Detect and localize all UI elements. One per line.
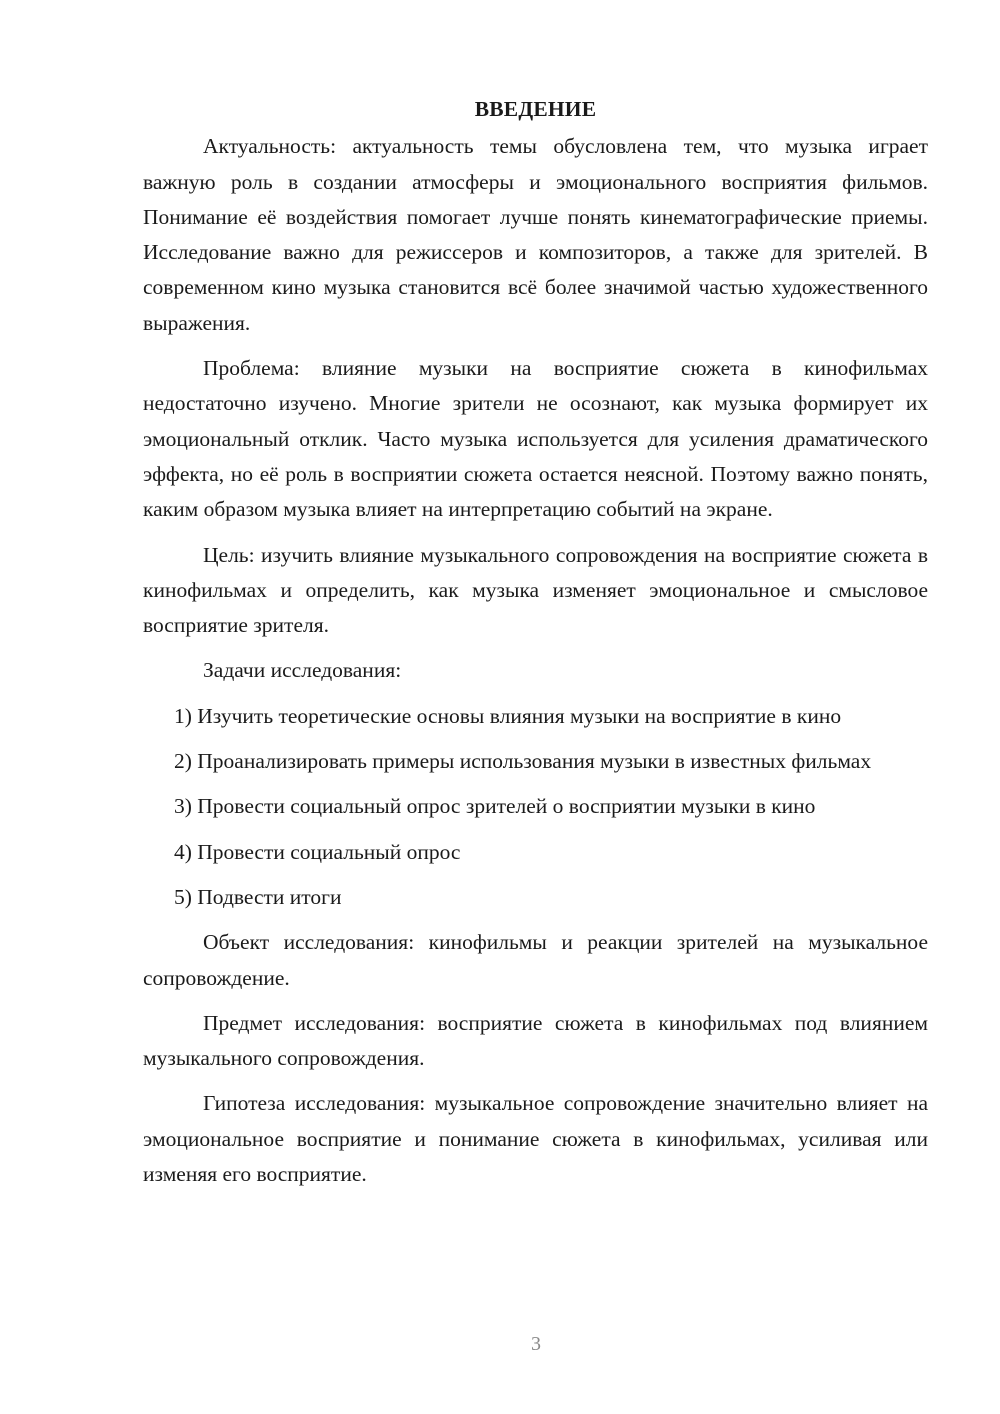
tasks-heading: Задачи исследования: bbox=[203, 658, 402, 683]
goal-paragraph: Цель: изучить влияние музыкального сопровождения на восприятие сюжета в кинофильмах и определить, как музыка изменяет эмоциональное и смысловое восприятие зрителя. bbox=[143, 542, 928, 638]
section-title: ВВЕДЕНИЕ bbox=[474, 97, 597, 121]
hypothesis-paragraph: Гипотеза исследования: музыкальное сопровождение значительно влияет на эмоциональное восприятие и понимание сюжета в кинофильмах, усиливая или изменяя его восприятие. bbox=[143, 1091, 928, 1187]
page-content bbox=[143, 92, 928, 1202]
task-item: 3) Провести социальный опрос зрителей о восприятии музыки в кино bbox=[174, 794, 816, 819]
task-item: 2) Проанализировать примеры использования музыки в известных фильмах bbox=[174, 749, 872, 774]
object-paragraph: Объект исследования: кинофильмы и реакции зрителей на музыкальное сопровождение. bbox=[143, 930, 928, 990]
task-item: 5) Подвести итоги bbox=[174, 884, 342, 909]
page-number: 3 bbox=[531, 1333, 541, 1355]
task-item: 1) Изучить теоретические основы влияния музыки на восприятие в кино bbox=[174, 703, 842, 728]
tasks-list bbox=[143, 699, 928, 915]
subject-paragraph: Предмет исследования: восприятие сюжета в кинофильмах под влиянием музыкального сопровождения. bbox=[143, 1010, 928, 1071]
problem-paragraph: Проблема: влияние музыки на восприятие сюжета в кинофильмах недостаточно изучено. Многие зрители не осознают, как музыка формирует их эмоциональный отклик. Часто музыка используется для усиления драматического эффекта, но её роль в восприятии сюжета остается неясной. Поэтому важно понять, каким образом музыка влияет на интерпретацию событий на экране. bbox=[143, 356, 928, 522]
relevance-paragraph: Актуальность: актуальность темы обусловлена тем, что музыка играет важную роль в создании атмосферы и эмоционального восприятия фильмов. Понимание её воздействия помогает лучше понять кинематографические приемы. Исследование важно для режиссеров и композиторов, а также для зрителей. В современном кино музыка становится всё более значимой частью художественного выражения. bbox=[143, 134, 928, 335]
task-item: 4) Провести социальный опрос bbox=[174, 839, 461, 864]
